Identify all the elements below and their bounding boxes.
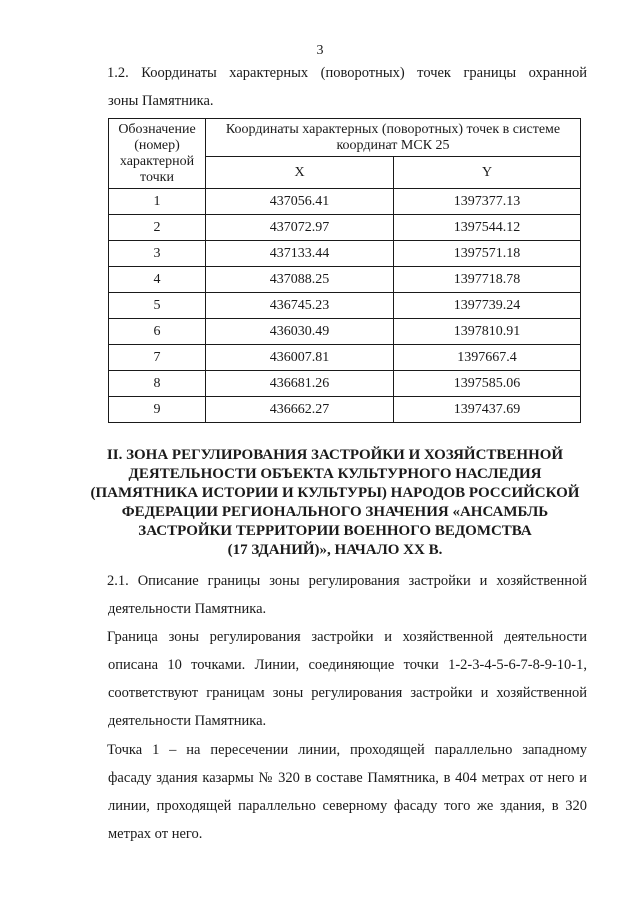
y-coordinate-cell: 1397739.24	[394, 293, 581, 319]
y-coordinate-cell: 1397667.4	[394, 345, 581, 371]
x-coordinate-cell: 437088.25	[206, 267, 394, 293]
heading-line: (17 ЗДАНИЙ)», НАЧАЛО XX В.	[227, 542, 443, 558]
point-header-line: Обозначение	[118, 121, 196, 137]
section-2-heading	[90, 446, 580, 560]
x-coordinate-cell: 436681.26	[206, 371, 394, 397]
point-header	[109, 119, 206, 189]
table-row	[109, 319, 581, 345]
section-1-2-title-cont: зоны Памятника.	[108, 93, 214, 109]
table-row	[109, 345, 581, 371]
table-row	[109, 397, 581, 423]
boundary-paragraph-line: Граница зоны регулирования застройки и хозяйственной деятельности	[107, 629, 587, 645]
table-row	[109, 293, 581, 319]
table-row	[109, 371, 581, 397]
x-header: X	[206, 157, 394, 189]
point-number-cell: 7	[109, 345, 206, 371]
x-coordinate-cell: 436662.27	[206, 397, 394, 423]
y-coordinate-cell: 1397718.78	[394, 267, 581, 293]
y-header: Y	[394, 157, 581, 189]
y-coordinate-cell: 1397571.18	[394, 241, 581, 267]
coordinates-table-body	[109, 189, 581, 423]
boundary-paragraph-line: деятельности Памятника.	[108, 713, 267, 729]
section-2-1-title: 2.1. Описание границы зоны регулирования застройки и хозяйственной	[107, 573, 587, 589]
heading-line: ФЕДЕРАЦИИ РЕГИОНАЛЬНОГО ЗНАЧЕНИЯ «АНСАМБЛЬ	[121, 504, 549, 520]
y-coordinate-cell: 1397810.91	[394, 319, 581, 345]
point-number-cell: 8	[109, 371, 206, 397]
point-number-cell: 2	[109, 215, 206, 241]
point-number-cell: 6	[109, 319, 206, 345]
coordinates-table	[108, 118, 581, 423]
x-coordinate-cell: 436745.23	[206, 293, 394, 319]
point-number-cell: 1	[109, 189, 206, 215]
point1-paragraph-line: метрах от него.	[108, 826, 203, 842]
heading-line: (ПАМЯТНИКА ИСТОРИИ И КУЛЬТУРЫ) НАРОДОВ РОССИЙСКОЙ	[90, 485, 580, 501]
heading-line: ЗАСТРОЙКИ ТЕРРИТОРИИ ВОЕННОГО ВЕДОМСТВА	[138, 523, 532, 539]
point-number-cell: 9	[109, 397, 206, 423]
table-row	[109, 189, 581, 215]
point1-paragraph-line: Точка 1 – на пересечении линии, проходящей параллельно западному	[107, 742, 587, 758]
point-header-line: точки	[140, 169, 174, 185]
table-row	[109, 241, 581, 267]
boundary-paragraph-line: описана 10 точками. Линии, соединяющие точки 1-2-3-4-5-6-7-8-9-10-1,	[108, 657, 587, 673]
heading-line: ДЕЯТЕЛЬНОСТИ ОБЪЕКТА КУЛЬТУРНОГО НАСЛЕДИЯ	[128, 466, 542, 482]
x-coordinate-cell: 436007.81	[206, 345, 394, 371]
heading-line: II. ЗОНА РЕГУЛИРОВАНИЯ ЗАСТРОЙКИ И ХОЗЯЙСТВЕННОЙ	[106, 447, 564, 463]
x-coordinate-cell: 437133.44	[206, 241, 394, 267]
x-coordinate-cell: 437072.97	[206, 215, 394, 241]
y-coordinate-cell: 1397377.13	[394, 189, 581, 215]
boundary-paragraph-line: соответствуют границам зоны регулирования застройки и хозяйственной	[108, 685, 587, 701]
table-row	[109, 215, 581, 241]
point1-paragraph-line: линии, проходящей параллельно северному фасаду того же здания, в 320	[108, 798, 587, 814]
x-coordinate-cell: 436030.49	[206, 319, 394, 345]
section-1-2-title: 1.2. Координаты характерных (поворотных) точек границы охранной	[107, 65, 587, 81]
point1-paragraph-line: фасаду здания казармы № 320 в составе Памятника, в 404 метрах от него и	[108, 770, 587, 786]
point-number-cell: 4	[109, 267, 206, 293]
coords-header: Координаты характерных (поворотных) точек в системе координат МСК 25	[206, 119, 581, 157]
y-coordinate-cell: 1397544.12	[394, 215, 581, 241]
section-2-1-title-cont: деятельности Памятника.	[108, 601, 267, 617]
y-coordinate-cell: 1397585.06	[394, 371, 581, 397]
point-header-line: характерной	[119, 153, 195, 169]
x-coordinate-cell: 437056.41	[206, 189, 394, 215]
y-coordinate-cell: 1397437.69	[394, 397, 581, 423]
page-number: 3	[316, 43, 324, 58]
table-row	[109, 267, 581, 293]
point-number-cell: 5	[109, 293, 206, 319]
point-number-cell: 3	[109, 241, 206, 267]
point-header-line: (номер)	[134, 137, 180, 153]
